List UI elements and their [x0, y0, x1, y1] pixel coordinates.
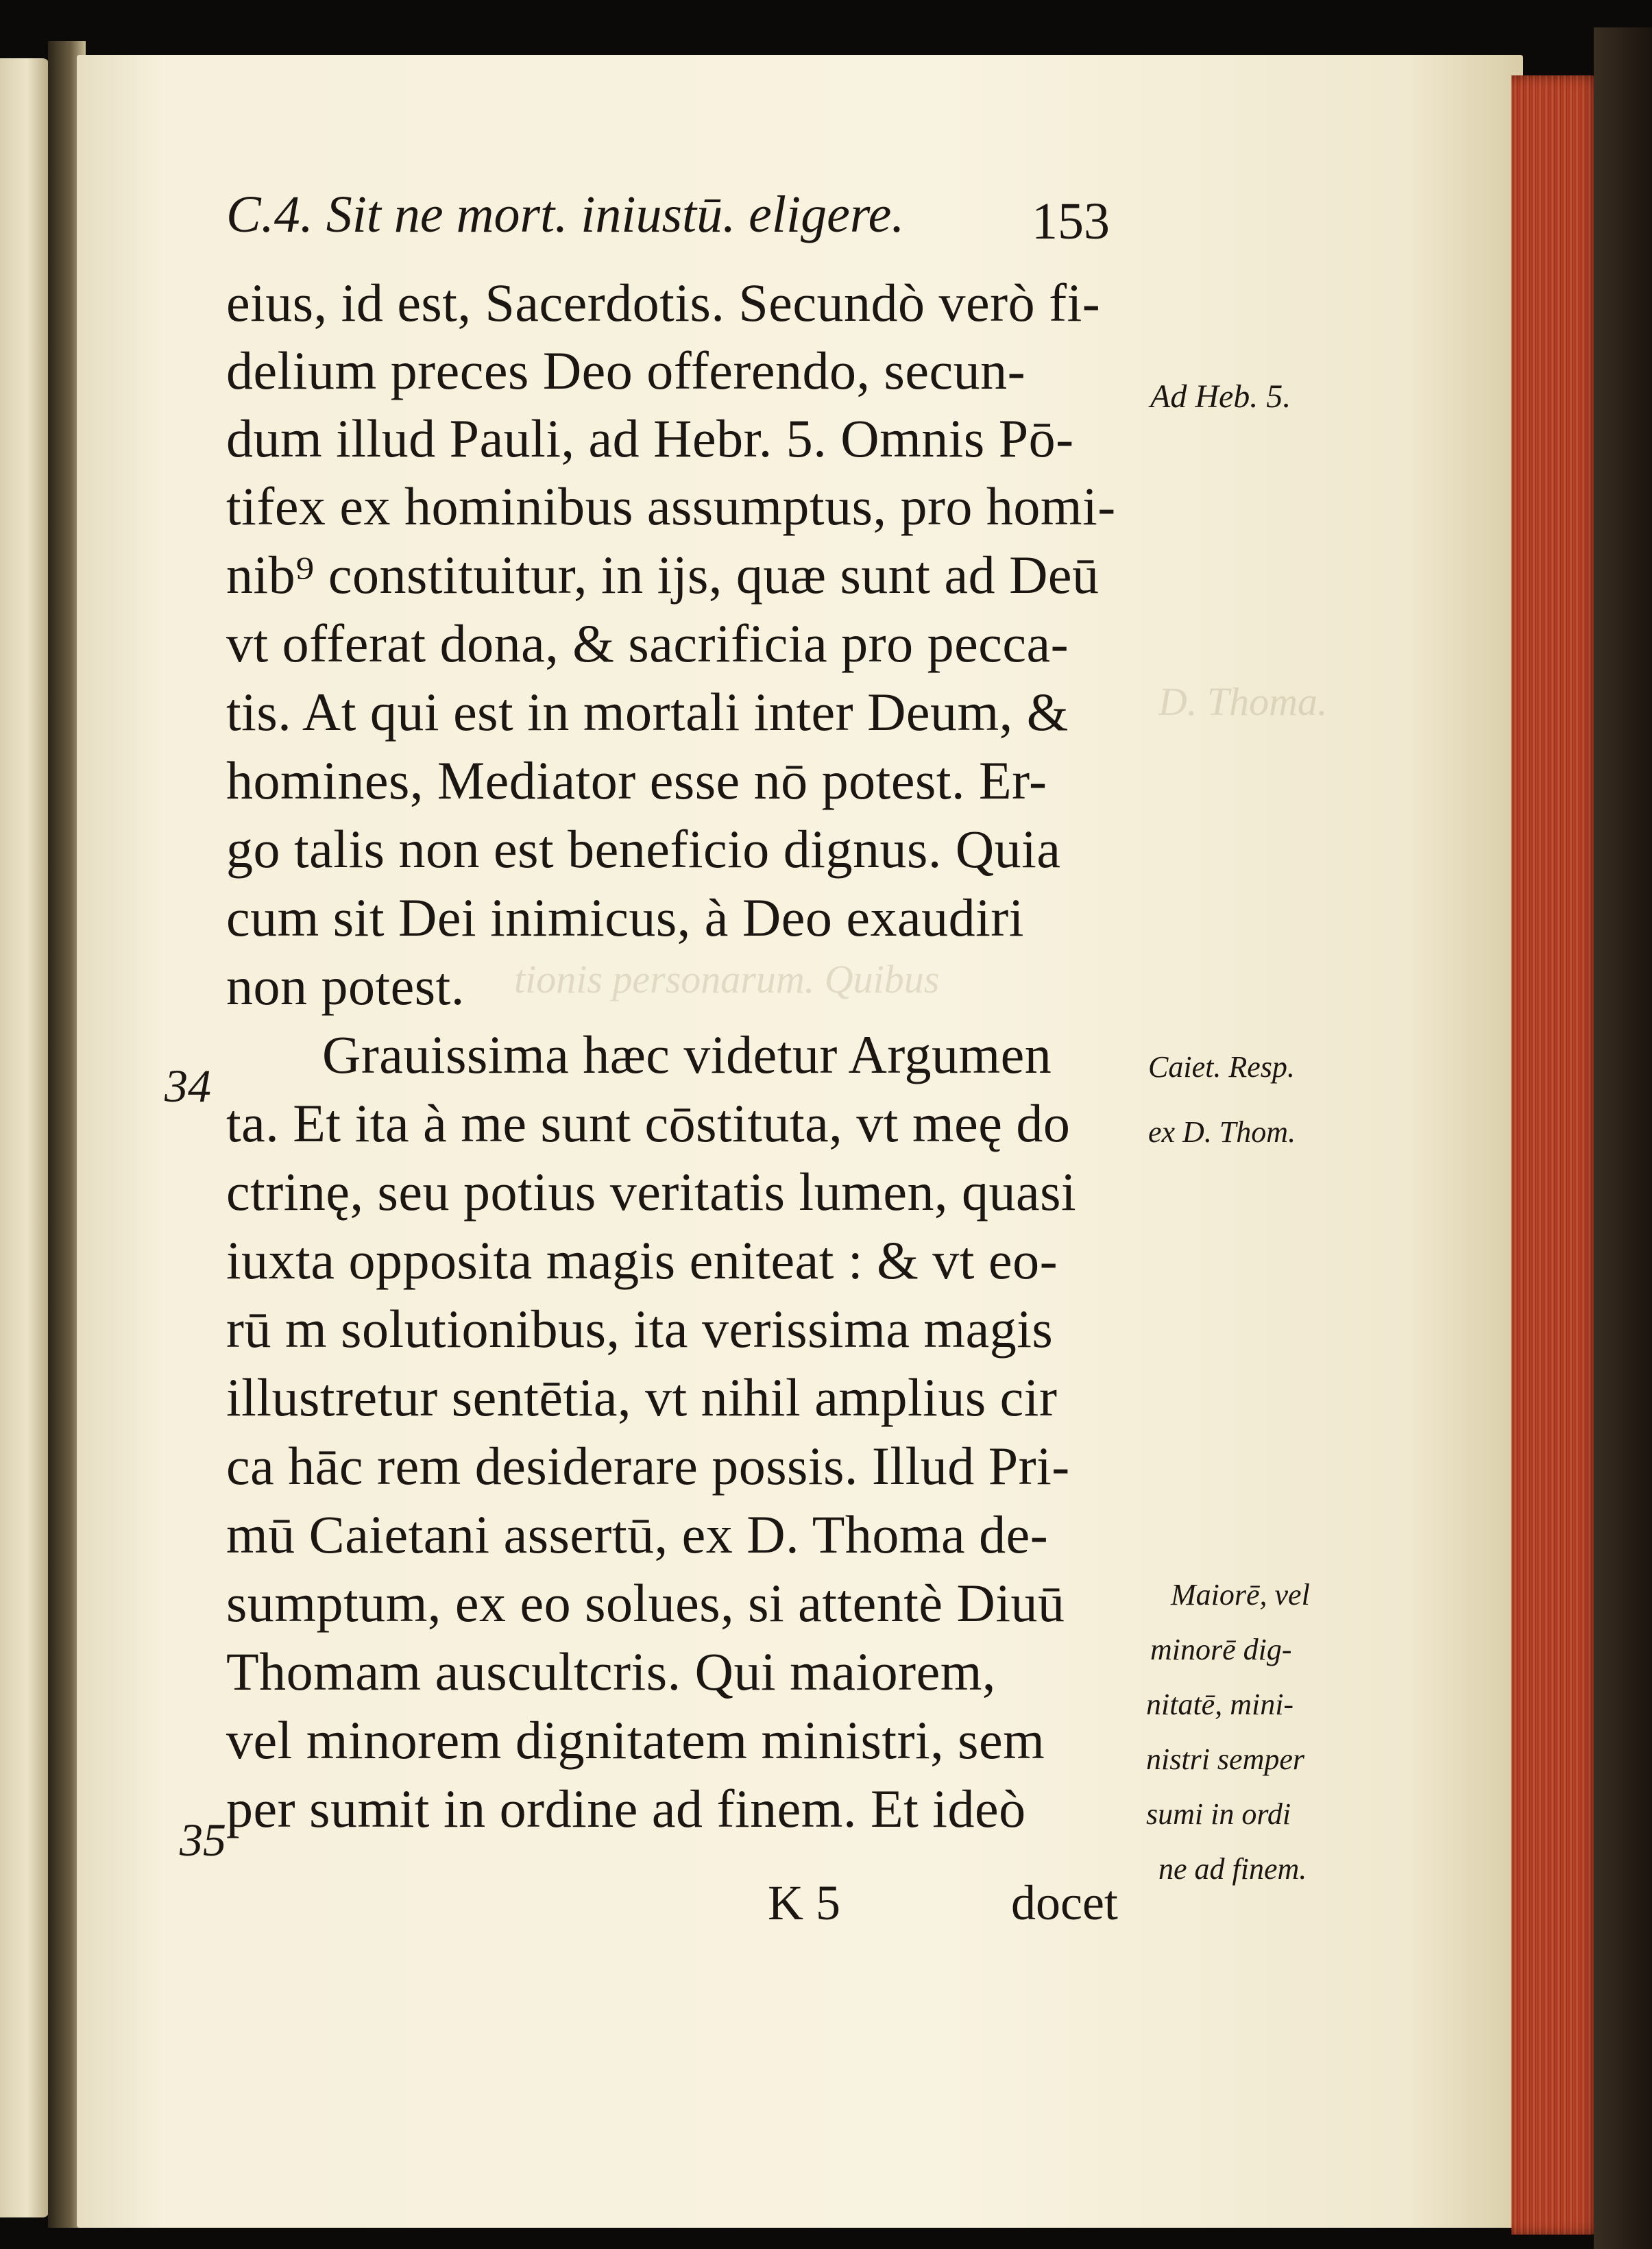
text-line: Grauissima hæc videtur Argumen	[322, 1025, 1052, 1084]
text-line: rū m solutionibus, ita verissima magis	[226, 1299, 1054, 1359]
text-line: tis. At qui est in mortali inter Deum, &	[226, 682, 1069, 742]
marginal-note: ex D. Thom.	[1148, 1115, 1296, 1149]
text-line: sumptum, ex eo solues, si attentè Diuū	[226, 1573, 1065, 1633]
paragraph-number: 34	[165, 1060, 211, 1112]
text-line: go talis non est beneficio dignus. Quia	[226, 819, 1061, 879]
text-line: tifex ex hominibus assumptus, pro homi-	[226, 476, 1116, 536]
text-line: non potest.	[226, 956, 465, 1016]
bleed-through-text: tionis personarum. Quibus	[514, 957, 940, 1001]
marginal-note: Maiorē, vel	[1171, 1578, 1310, 1612]
text-line: eius, id est, Sacerdotis. Secundò verò fi-	[226, 273, 1101, 332]
text-line: vel minorem dignitatem ministri, sem	[226, 1710, 1045, 1770]
page-number: 153	[1032, 193, 1110, 250]
catchword: docet	[1011, 1875, 1118, 1930]
marginal-note: nistri semper	[1146, 1742, 1304, 1776]
marginal-note: Ad Heb. 5.	[1150, 378, 1291, 415]
text-line: iuxta opposita magis eniteat : & vt eo-	[226, 1230, 1058, 1290]
text-line: cum sit Dei inimicus, à Deo exaudiri	[226, 888, 1024, 947]
paragraph-number: 35	[180, 1814, 226, 1866]
text-line: delium preces Deo offerendo, secun-	[226, 341, 1026, 400]
marginal-note: ne ad finem.	[1158, 1852, 1307, 1886]
text-line: per sumit in ordine ad finem. Et ideò	[226, 1779, 1026, 1838]
marginal-note: Caiet. Resp.	[1148, 1050, 1295, 1084]
bleed-through-text: D. Thoma.	[1158, 679, 1328, 724]
text-line: Thomam auscultcris. Qui maiorem,	[226, 1642, 996, 1701]
facing-page-edge	[0, 58, 49, 2217]
text-line: illustretur sentētia, vt nihil amplius cir	[226, 1367, 1058, 1427]
text-line: dum illud Pauli, ad Hebr. 5. Omnis Pō-	[226, 409, 1074, 468]
running-title: C.4. Sit ne mort. iniustū. eligere.	[226, 186, 905, 243]
text-line: ta. Et ita à me sunt cōstituta, vt meę do	[226, 1093, 1071, 1153]
marginal-note: minorē dig-	[1150, 1633, 1292, 1666]
signature-mark: K 5	[768, 1875, 840, 1930]
text-line: ctrinę, seu potius veritatis lumen, quasi	[226, 1162, 1077, 1221]
book-cover-board	[1594, 27, 1652, 2249]
text-line: mū Caietani assertū, ex D. Thoma de-	[226, 1505, 1049, 1564]
red-page-edges	[1511, 75, 1601, 2235]
text-line: ca hāc rem desiderare possis. Illud Pri-	[226, 1436, 1070, 1496]
text-line: vt offerat dona, & sacrificia pro pecca-	[226, 613, 1069, 673]
text-line: homines, Mediator esse nō potest. Er-	[226, 751, 1047, 810]
marginal-note: nitatē, mini-	[1146, 1688, 1294, 1721]
marginal-note: sumi in ordi	[1146, 1797, 1291, 1831]
text-line: nib⁹ constituitur, in ijs, quæ sunt ad Deū	[226, 545, 1100, 605]
